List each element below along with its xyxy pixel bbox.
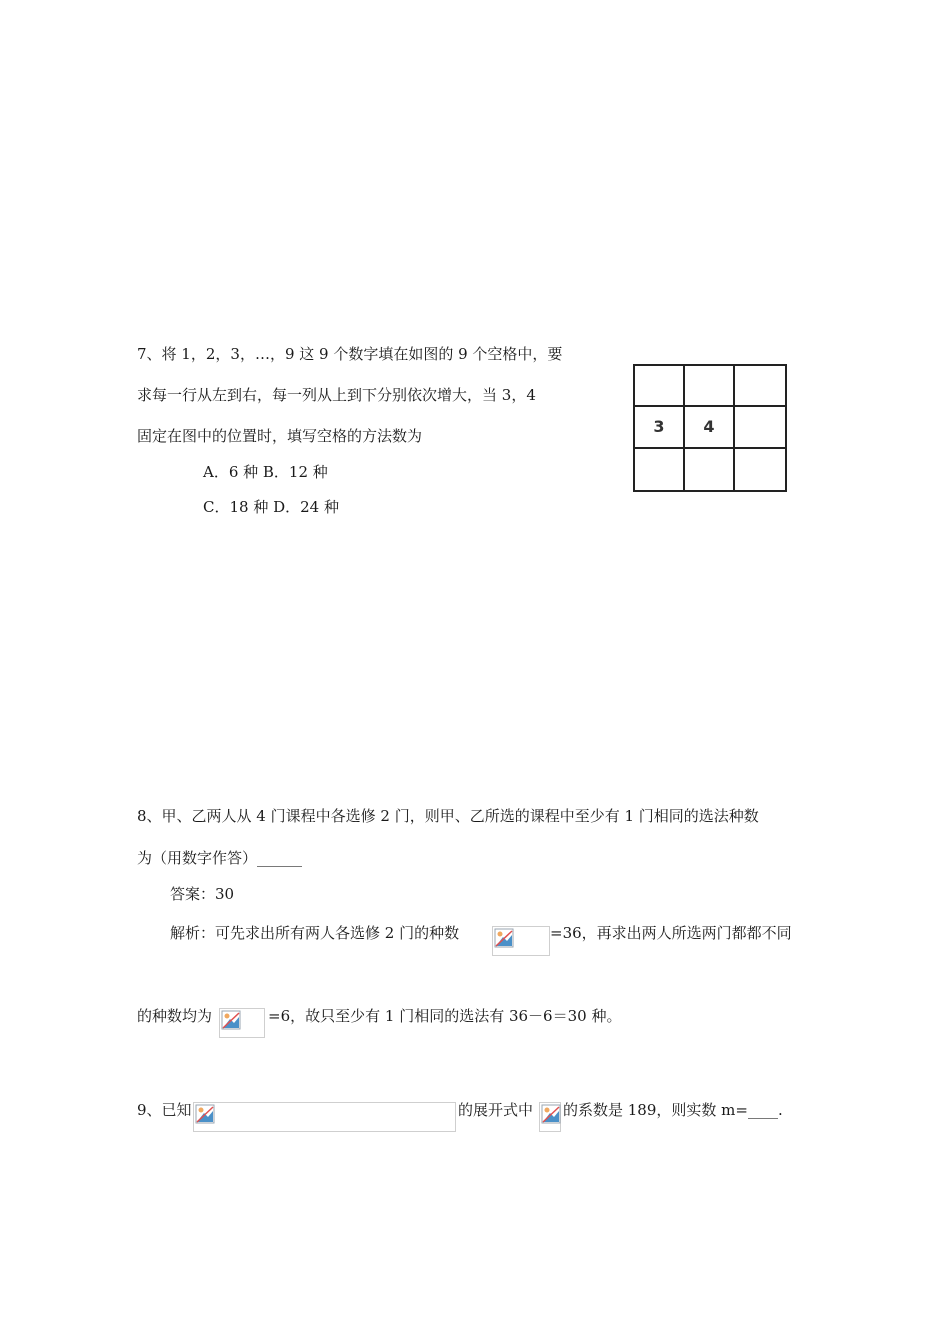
broken-image-icon (494, 928, 514, 948)
broken-image-icon (221, 1010, 241, 1030)
grid-cell (735, 449, 785, 490)
q7-line-3: 固定在图中的位置时，填写空格的方法数为 (137, 427, 423, 445)
grid-cell (735, 407, 785, 448)
formula-image (492, 926, 550, 956)
q8-line-2: 为（用数字作答）______ (137, 849, 303, 867)
broken-image-icon (541, 1104, 561, 1124)
grid-cell: 3 (635, 407, 685, 448)
q7-line-1: 7、将 1，2，3，…，9 这 9 个数字填在如图的 9 个空格中，要 (137, 345, 563, 363)
grid-cell: 4 (685, 407, 735, 448)
q7-options-ab: A．6 种 B．12 种 (203, 463, 328, 481)
broken-image-icon (195, 1104, 215, 1124)
grid-cell (685, 366, 735, 407)
q8-analysis-a: 解析：可先求出所有两人各选修 2 门的种数 (170, 924, 460, 942)
q9-part-a: 9、已知 (137, 1101, 192, 1119)
formula-image (193, 1102, 456, 1132)
grid-cell (735, 366, 785, 407)
q9-part-c: 的系数是 189，则实数 m=____. (563, 1101, 783, 1119)
grid-cell (635, 449, 685, 490)
q8-line-1: 8、甲、乙两人从 4 门课程中各选修 2 门，则甲、乙所选的课程中至少有 1 门相同的选法种数 (137, 807, 759, 825)
q8-analysis-c: 的种数均为 (137, 1007, 213, 1025)
q8-analysis-b: =36，再求出两人所选两门都都不同 (550, 924, 792, 942)
q7-line-2: 求每一行从左到右，每一列从上到下分别依次增大，当 3，4 (137, 386, 536, 404)
number-grid-figure (633, 364, 787, 492)
formula-image (539, 1102, 561, 1132)
grid-cell (635, 366, 685, 407)
q7-options-cd: C．18 种 D．24 种 (203, 498, 339, 516)
formula-image (219, 1008, 265, 1038)
q8-analysis-d: =6，故只至少有 1 门相同的选法有 36－6＝30 种。 (268, 1007, 622, 1025)
q8-answer: 答案：30 (170, 885, 235, 903)
grid-cell (685, 449, 735, 490)
q9-part-b: 的展开式中 (458, 1101, 534, 1119)
